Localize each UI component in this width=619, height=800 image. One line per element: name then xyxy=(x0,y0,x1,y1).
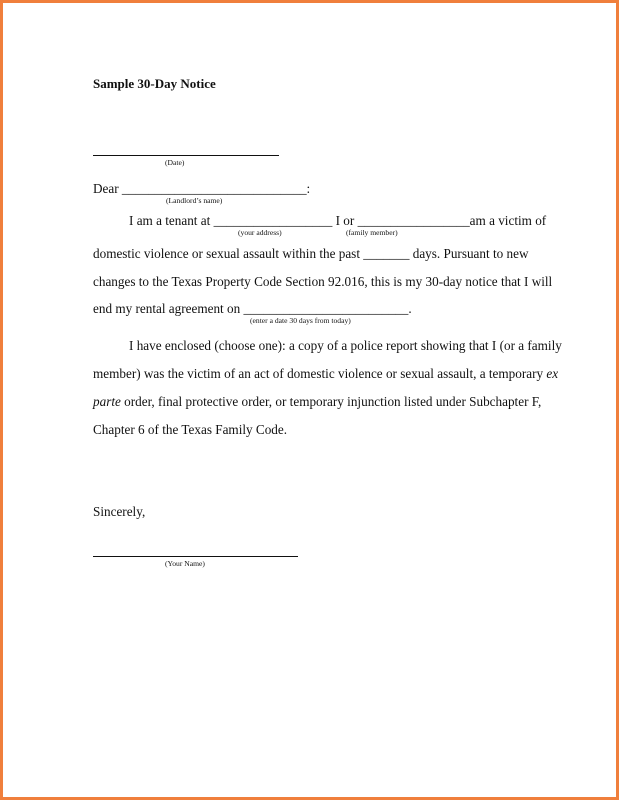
family-caption: (family member) xyxy=(346,228,398,237)
dear-prefix: Dear xyxy=(93,181,122,196)
para1-line4-end: . xyxy=(408,301,412,316)
para1-line3: changes to the Texas Property Code Section 92.016, this is my 30-day notice that I will xyxy=(93,274,553,289)
name-caption: (Your Name) xyxy=(165,559,205,568)
address-blank: __________________ xyxy=(213,213,333,228)
para1-line1-mid: I or xyxy=(332,213,358,228)
para2-line4: Chapter 6 of the Texas Family Code. xyxy=(93,422,288,437)
address-caption: (your address) xyxy=(238,228,282,237)
para1-line1-end: am a victim of xyxy=(469,213,547,228)
para1-line1 xyxy=(129,213,546,229)
salutation-line xyxy=(93,181,310,197)
dear-suffix: : xyxy=(306,181,311,196)
family-blank: _________________ xyxy=(357,213,470,228)
para2-line3-italic: parte xyxy=(93,394,121,409)
name-signature-line xyxy=(93,556,298,557)
document-title: Sample 30-Day Notice xyxy=(93,76,216,91)
landlord-caption: (Landlord’s name) xyxy=(166,196,223,205)
date-signature-line xyxy=(93,155,279,156)
landlord-blank: ____________________________ xyxy=(121,181,307,196)
para1-line4-start: end my rental agreement on xyxy=(93,301,244,316)
end-date-caption: (enter a date 30 days from today) xyxy=(250,316,351,325)
para1-line2: domestic violence or sexual assault within the past _______ days. Pursuant to new xyxy=(93,246,529,261)
end-date-blank: _________________________ xyxy=(243,301,409,316)
para2-line2-italic: ex xyxy=(546,366,559,381)
date-caption: (Date) xyxy=(165,158,185,167)
para2-line3-text: order, final protective order, or temporary injunction listed under Subchapter F, xyxy=(120,394,542,409)
para1-line1-start: I am a tenant at xyxy=(129,213,214,228)
closing: Sincerely, xyxy=(93,504,146,519)
para2-line3 xyxy=(93,394,541,410)
para2-line2 xyxy=(93,366,558,382)
para2-line1: I have enclosed (choose one): a copy of a police report showing that I (or a family xyxy=(129,338,562,353)
para2-line2-text: member) was the victim of an act of domestic violence or sexual assault, a temporary xyxy=(93,366,547,381)
para1-line4 xyxy=(93,301,412,317)
